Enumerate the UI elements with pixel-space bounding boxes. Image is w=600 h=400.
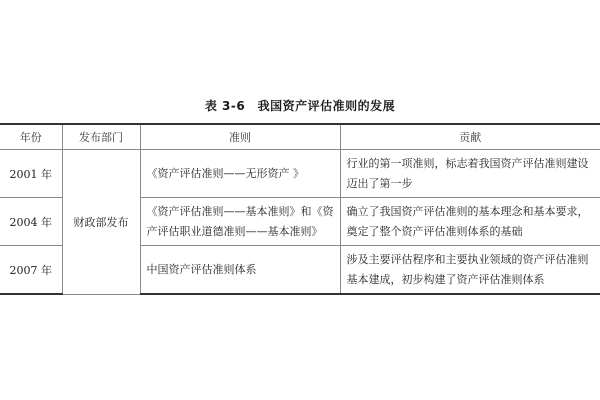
header-standard: 准则 — [140, 124, 340, 150]
contribution-cell: 涉及主要评估程序和主要执业领域的资产评估准则基本建成，初步构建了资产评估准则体系 — [340, 246, 600, 295]
standards-development-table — [0, 123, 600, 295]
year-cell: 2001 年 — [0, 150, 62, 198]
year-cell: 2007 年 — [0, 246, 62, 295]
standard-cell: 《资产评估准则——基本准则》和《资产评估职业道德准则——基本准则》 — [140, 198, 340, 246]
header-year: 年份 — [0, 124, 62, 150]
contribution-cell: 行业的第一项准则，标志着我国资产评估准则建设迈出了第一步 — [340, 150, 600, 198]
department-cell: 财政部发布 — [62, 150, 140, 295]
year-cell: 2004 年 — [0, 198, 62, 246]
table-row — [0, 150, 600, 198]
header-department: 发布部门 — [62, 124, 140, 150]
table-header-row — [0, 124, 600, 150]
header-contribution: 贡献 — [340, 124, 600, 150]
standard-cell: 《资产评估准则——无形资产 》 — [140, 150, 340, 198]
standard-cell: 中国资产评估准则体系 — [140, 246, 340, 295]
contribution-cell: 确立了我国资产评估准则的基本理念和基本要求，奠定了整个资产评估准则体系的基础 — [340, 198, 600, 246]
table-caption: 表 3-6 我国资产评估准则的发展 — [204, 99, 396, 113]
